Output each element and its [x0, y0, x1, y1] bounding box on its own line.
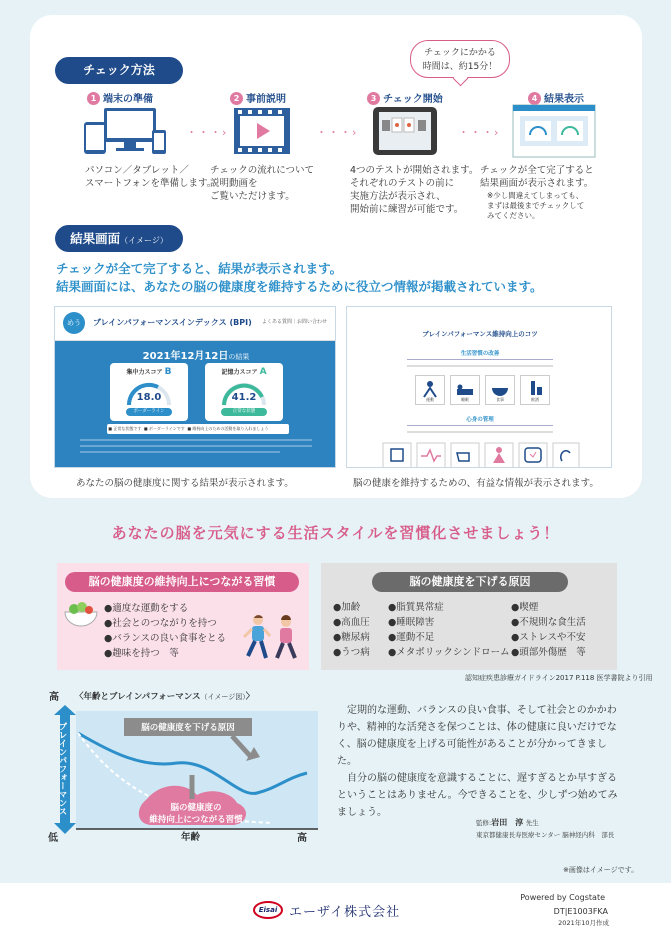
score-2-label: 記憶力スコア [221, 369, 258, 376]
meal-icon [486, 379, 514, 399]
step-2-desc [210, 164, 314, 203]
negative-item: ●糖尿病 [333, 632, 370, 643]
up-habit-line-2: 維持向上につながる習慣 [149, 815, 243, 825]
footer [0, 883, 671, 931]
step-3-number: 3 [367, 92, 380, 105]
shot1-text-line [80, 445, 312, 447]
y-axis-low: 低 [48, 833, 58, 844]
tip-drink-label: 飲酒 [531, 397, 539, 402]
step-3-desc-line: 4つのテストが開始されます。 [350, 165, 479, 176]
shot1-date-line [55, 347, 336, 362]
shot1-title-text: ブレインパフォーマンスインデックス [93, 318, 227, 327]
positive-habits-title: 脳の健康度の維持向上につながる習慣 [65, 572, 299, 592]
time-bubble [410, 40, 510, 78]
step-4-note [487, 191, 584, 221]
step-3-desc [350, 164, 478, 216]
step-2-title: 事前説明 [246, 94, 286, 105]
positive-item: ●適度な運動をする [104, 603, 189, 614]
check-method-title: チェック方法 [55, 57, 183, 84]
score-card-2 [205, 363, 283, 421]
shot2-title: ブレインパフォーマンス維持向上のコツ [422, 330, 538, 338]
score-2-status: 正常な状態 [221, 408, 267, 416]
negative-item: ●睡眠障害 [388, 617, 435, 628]
shot1-date: 2021年12月12日 [142, 351, 229, 362]
shot1-title-suffix: (BPI) [229, 318, 252, 327]
graph-title-end: 〉 [245, 692, 255, 702]
step-4-desc-line: 結果画面が表示されます。 [480, 178, 594, 189]
arrow-icon-1: ・・・› [186, 126, 228, 139]
legend-normal: 正常な状態です [113, 426, 142, 431]
results-title-note: （イメージ） [120, 236, 168, 245]
salad-icon [62, 598, 100, 628]
body-text [337, 702, 622, 821]
positive-item: ●バランスの良い食事をとる [104, 633, 227, 644]
tip-exercise-label: 運動 [426, 397, 434, 402]
company-name: エーザイ株式会社 [289, 905, 401, 920]
shot1-legend: ■ 正常な状態です ■ ボーダーラインです ■ 維持向上のための活動を取り入れましょう [107, 424, 289, 434]
shot2-divider [407, 425, 553, 426]
supervisor-affiliation: 東京都健康長寿医療センター 脳神経内科 部長 [476, 831, 615, 839]
negative-item: ●喫煙 [511, 602, 539, 613]
results-lead-1: チェックが全て完了すると、結果が表示されます。 [56, 261, 343, 276]
score-2-label-line [205, 367, 283, 377]
document-code: DT|E1003FKA [553, 907, 608, 916]
eisai-logo: Eisai [253, 901, 283, 919]
shot1-nav-faq: よくある質問 [261, 319, 292, 325]
result-screenshot [54, 306, 336, 468]
score-1-grade: B [164, 367, 172, 377]
step-2-desc-line: ご覧いただけます。 [210, 191, 295, 202]
positive-item: ●社会とのつながりを持つ [104, 618, 217, 629]
negative-item: ●不規則な食生活 [511, 617, 586, 628]
step-4-desc [480, 164, 594, 190]
tip-exercise-tile [415, 375, 445, 405]
x-axis-high: 高 [297, 833, 307, 844]
arrow-icon-2: ・・・› [316, 126, 358, 139]
created-date: 2021年10月作成 [558, 919, 609, 927]
image-note: ※画像はイメージです。 [563, 866, 639, 874]
shot2-text-line [407, 431, 553, 433]
health-icons-row [381, 441, 581, 468]
results-title [55, 225, 183, 252]
shot1-caption: あなたの脳の健康度に関する結果が表示されます。 [76, 478, 294, 489]
negative-item: ●高血圧 [333, 617, 370, 628]
bubble-line-1: チェックにかかる [424, 48, 496, 58]
tip-meal-tile [485, 375, 515, 405]
powered-by: Powered by Cogstate [520, 893, 605, 902]
shot2-divider [407, 359, 553, 360]
step-2-desc-line: 説明動画を [210, 178, 258, 189]
step-3-desc-line: 実施方法が表示され、 [350, 191, 446, 202]
supervisor-label: 監修: [476, 819, 492, 827]
exercise-icon [416, 379, 444, 399]
result-screen-icon [512, 104, 596, 158]
tip-sleep-tile [450, 375, 480, 405]
step-3-title: チェック開始 [383, 94, 443, 105]
bubble-line-2: 時間は、約15分！ [422, 62, 498, 72]
tips-screenshot [346, 306, 612, 468]
score-1-value: 18.0 [136, 392, 162, 403]
score-1-status: ボーダーライン [126, 408, 172, 416]
positive-item: ●趣味を持つ 等 [104, 648, 179, 659]
y-axis-label: ブレインパフォーマンス [57, 722, 67, 816]
step-4-label [528, 90, 584, 105]
up-habit-line-1: 脳の健康度の [170, 803, 222, 813]
step-4-title: 結果表示 [544, 94, 584, 105]
score-2-value: 41.2 [231, 392, 257, 403]
supervisor-honor: 先生 [525, 819, 539, 827]
step-2-number: 2 [230, 92, 243, 105]
sleep-icon [451, 379, 479, 399]
results-title-text: 結果画面 [70, 231, 121, 246]
drink-icon [521, 379, 549, 399]
shot1-nav: よくある質問｜お問い合わせ [261, 319, 327, 325]
habits-title: あなたの脳を元気にする生活スタイルを習慣化させましょう！ [111, 524, 560, 542]
step-1-desc-line: パソコン／タブレット／ [85, 165, 189, 176]
graph-title-text: 〈年齢とブレインパフォーマンス [75, 692, 201, 702]
step-1-number: 1 [87, 92, 100, 105]
score-1-label-line [110, 367, 188, 377]
score-2-grade: A [259, 367, 267, 377]
x-axis-label: 年齢 [181, 832, 201, 843]
y-axis-high: 高 [49, 692, 59, 703]
tip-drink-tile [520, 375, 550, 405]
shot1-title [93, 317, 252, 328]
negative-item: ●ストレスや不安 [511, 632, 586, 643]
supervisor [476, 817, 539, 828]
step-3-desc-line: 開始前に練習が可能です。 [350, 204, 464, 215]
shot2-sub-1: 生活習慣の改善 [460, 351, 500, 357]
video-icon [232, 106, 292, 156]
arrow-icon-3: ・・・› [458, 126, 500, 139]
step-1-title: 端末の準備 [103, 94, 153, 105]
shot2-text-line [407, 365, 553, 367]
shot2-sub-2: 心身の管理 [466, 417, 494, 423]
paragraph-1: 定期的な運動、バランスの良い食事、そして社会とのかかわりや、精神的な活発さを保つことは、体の健康に良いだけでなく、脳の健康度を上げる可能性があることが分かってきました。 [337, 705, 617, 767]
shot1-nav-contact: お問い合わせ [296, 319, 327, 325]
negative-item: ●メタボリックシンドローム [388, 647, 510, 658]
graph-title [75, 690, 254, 702]
legend-improve: 維持向上のための活動を取り入れましょう [192, 426, 269, 431]
step-4-note-line: ※少し間違えてしまっても、 [487, 191, 584, 200]
shot1-date-suffix: の結果 [228, 353, 250, 361]
down-cause-label: 脳の健康度を下げる原因 [141, 723, 235, 733]
negative-item: ●加齢 [333, 602, 361, 613]
tip-sleep-label: 睡眠 [461, 397, 469, 402]
devices-icon [82, 106, 172, 158]
shot1-text-line [80, 439, 312, 441]
step-4-number: 4 [528, 92, 541, 105]
negative-item: ●脂質異常症 [388, 602, 444, 613]
shot1-text-line [80, 451, 280, 453]
score-card-1 [110, 363, 188, 421]
paragraph-2: 自分の脳の健康度を意識することに、遅すぎるとか早すぎるということはありません。今できることを、少しずつ始めてみましょう。 [337, 773, 618, 818]
negative-item: ●運動不足 [388, 632, 435, 643]
score-1-label: 集中力スコア [126, 369, 163, 376]
step-1-desc-line: スマートフォンを準備します。 [85, 178, 217, 189]
quote-source: 認知症疾患診療ガイドライン2017 P.118 医学書院より引用 [465, 674, 653, 682]
up-habit-label [146, 802, 246, 826]
legend-border: ボーダーラインです [148, 426, 185, 431]
shot1-header [55, 307, 335, 341]
tip-meal-label: 食事 [496, 397, 504, 402]
step-4-note-line: まずは最後までチェックして [487, 201, 585, 210]
runners-icon [240, 612, 306, 668]
step-2-desc-line: チェックの流れについて [210, 165, 315, 176]
negative-item: ●うつ病 [333, 647, 370, 658]
shot2-caption: 脳の健康を維持するための、有益な情報が表示されます。 [353, 478, 599, 489]
negative-causes-title: 脳の健康度を下げる原因 [372, 572, 568, 592]
step-3-desc-line: それぞれのテストの前に [350, 178, 455, 189]
negative-item: ●頭部外傷歴 等 [511, 647, 586, 658]
step-3-label [367, 90, 443, 105]
graph-title-note: （イメージ図） [200, 693, 246, 701]
tablet-test-icon [372, 106, 438, 156]
step-2-label [230, 90, 286, 105]
supervisor-name: 岩田 淳 [491, 818, 524, 827]
step-4-desc-line: チェックが全て完了すると [480, 165, 594, 176]
step-1-desc [85, 164, 216, 190]
step-4-note-line: みてください。 [487, 211, 540, 220]
step-1-label [87, 90, 153, 105]
shot1-logo: めう [63, 312, 85, 334]
results-lead-2: 結果画面には、あなたの脳の健康度を維持するために役立つ情報が掲載されています。 [56, 279, 543, 294]
